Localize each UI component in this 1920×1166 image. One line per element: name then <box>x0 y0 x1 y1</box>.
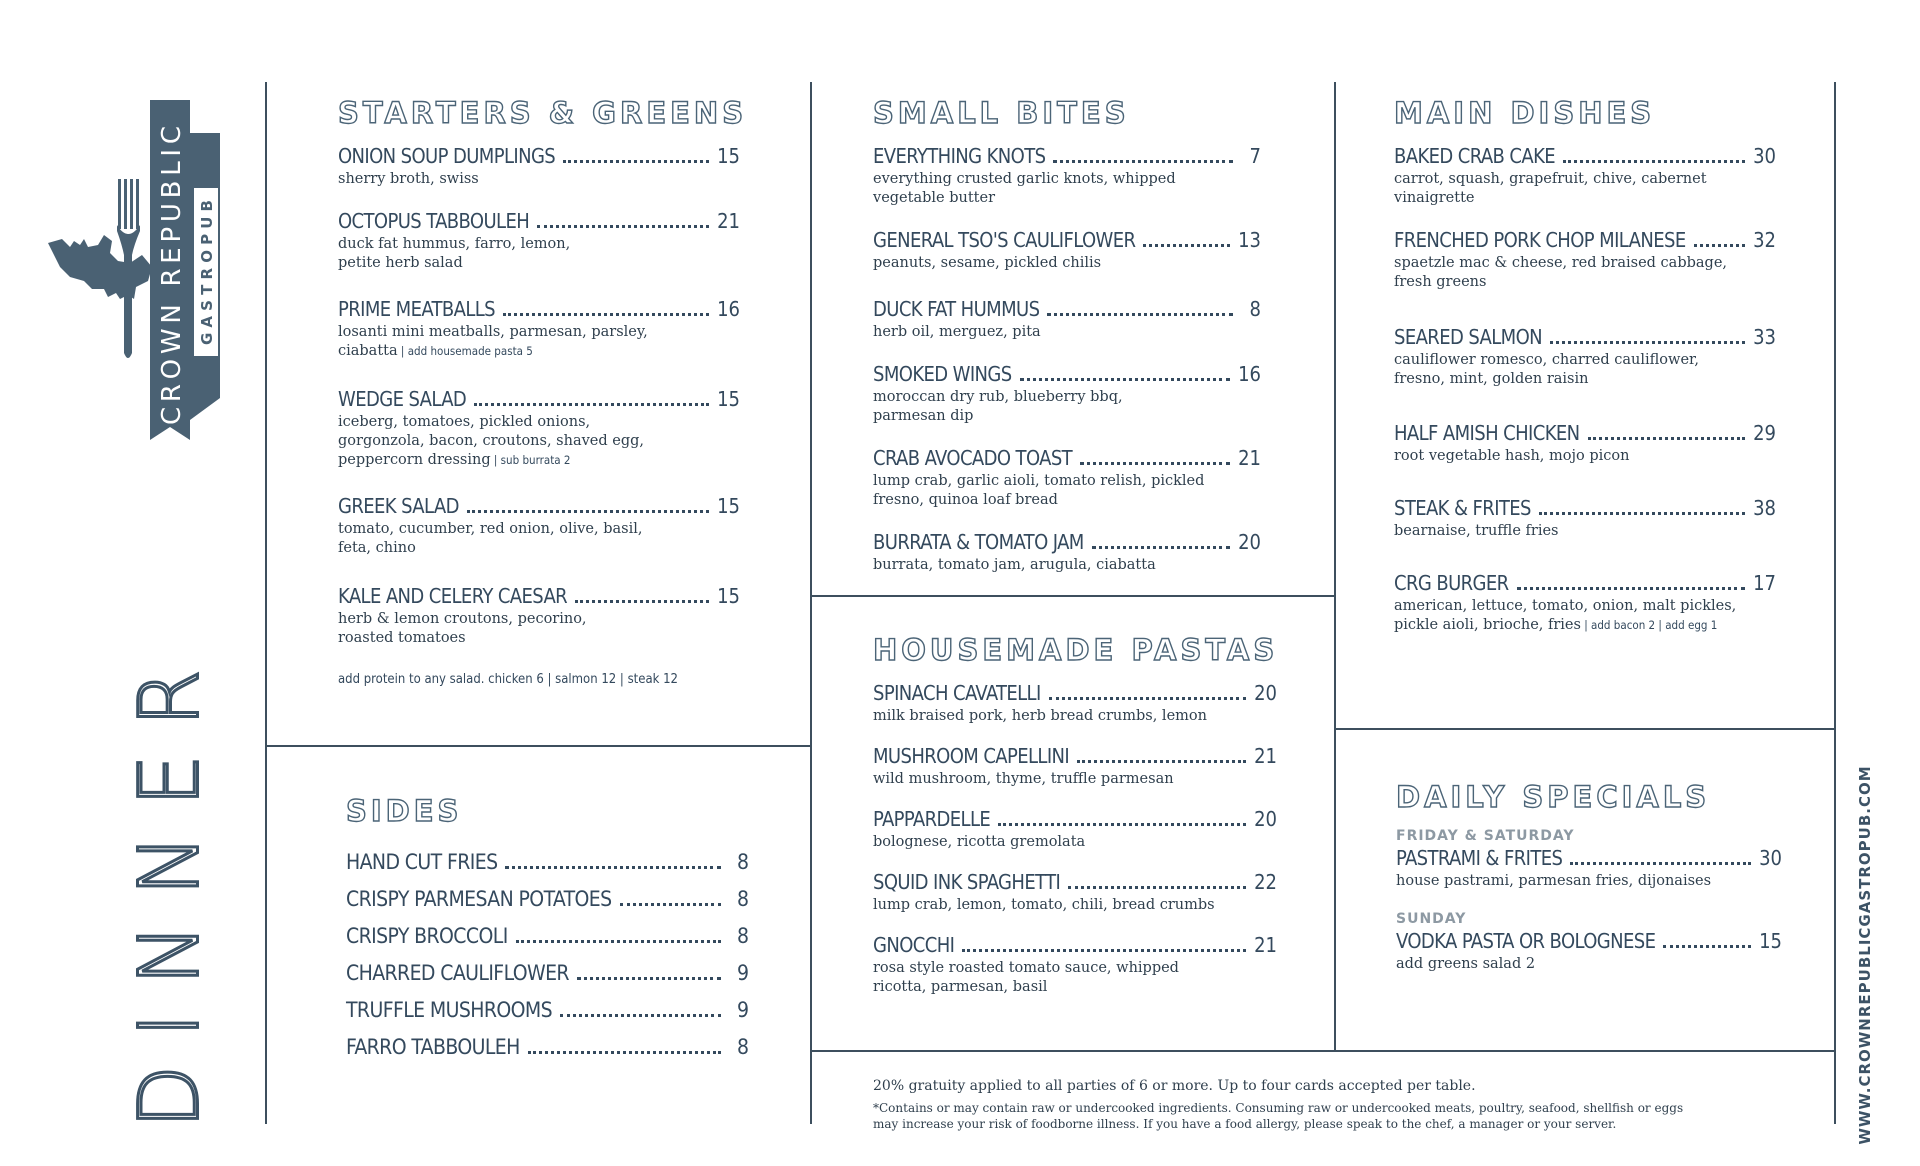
menu-item <box>338 209 740 273</box>
gratuity-note: 20% gratuity applied to all parties of 6 or more. Up to four cards accepted per table. <box>873 1078 1476 1094</box>
dot-leader <box>1694 244 1746 247</box>
item-price: 20 <box>1254 681 1277 705</box>
item-description <box>338 170 740 189</box>
item-price: 7 <box>1249 144 1261 168</box>
sides-title: SIDES <box>346 794 463 828</box>
brand-name: CROWN REPUBLIC <box>157 125 187 425</box>
menu-item <box>346 961 749 985</box>
item-price: 33 <box>1753 325 1776 349</box>
item-description <box>873 170 1261 208</box>
divider-mains-specials <box>1334 728 1836 730</box>
item-description <box>873 323 1261 342</box>
item-name: CHARRED CAULIFLOWER <box>346 961 569 985</box>
item-description-text: house pastrami, parmesan fries, dijonaises <box>1396 873 1712 889</box>
item-price: 38 <box>1753 496 1776 520</box>
item-name: FRENCHED PORK CHOP MILANESE <box>1394 228 1686 252</box>
item-description <box>873 959 1277 997</box>
item-description-text: wild mushroom, thyme, truffle parmesan <box>873 771 1174 787</box>
dot-leader <box>1049 697 1246 700</box>
dot-leader <box>505 866 721 869</box>
item-description-text: bearnaise, truffle fries <box>1394 523 1559 539</box>
website-link[interactable]: WWW.CROWNREPUBLICGASTROPUB.COM <box>1856 765 1874 1145</box>
item-description <box>873 472 1261 510</box>
dot-leader <box>1092 546 1230 549</box>
menu-item <box>1394 421 1776 466</box>
menu-item <box>338 387 740 470</box>
item-description-text: milk braised pork, herb bread crumbs, lemon <box>873 708 1207 724</box>
special-day-label: SUNDAY <box>1396 911 1467 927</box>
item-name: PRIME MEATBALLS <box>338 297 496 321</box>
dot-leader <box>560 1014 721 1017</box>
item-description-text: duck fat hummus, farro, lemon, petite herb salad <box>338 236 571 271</box>
item-name: CRISPY BROCCOLI <box>346 924 508 948</box>
item-price: 15 <box>717 387 740 411</box>
dot-leader <box>467 510 709 513</box>
starters-section <box>338 96 748 687</box>
mains-section <box>1394 96 1776 663</box>
item-description <box>1394 351 1776 389</box>
item-name: MUSHROOM CAPELLINI <box>873 744 1070 768</box>
brand-subtitle: GASTROPUB <box>198 197 216 345</box>
dot-leader <box>1047 313 1233 316</box>
small-bites-title: SMALL BITES <box>873 96 1130 130</box>
item-description <box>1394 597 1776 635</box>
item-description-text: losanti mini meatballs, parmesan, parsley, ciabatta <box>338 324 648 359</box>
small-bites-section <box>873 96 1261 595</box>
item-name: PAPPARDELLE <box>873 807 991 831</box>
item-name: GREEK SALAD <box>338 494 459 518</box>
menu-item <box>873 807 1277 852</box>
item-note: | sub burrata 2 <box>490 453 571 467</box>
item-price: 8 <box>736 850 749 874</box>
item-description-text: herb & lemon croutons, pecorino, roasted tomatoes <box>338 611 587 646</box>
menu-item <box>346 1035 749 1059</box>
item-name: CRAB AVOCADO TOAST <box>873 446 1073 470</box>
item-price: 15 <box>717 584 740 608</box>
item-description-text: burrata, tomato jam, arugula, ciabatta <box>873 557 1156 573</box>
item-description-text: american, lettuce, tomato, onion, malt pickles, pickle aioli, brioche, fries <box>1394 598 1737 633</box>
allergy-note: *Contains or may contain raw or undercooked ingredients. Consuming raw or undercooked meats, poultry, seafood, shellfish or eggs may increase your risk of foodborne illness. If you have a food allergy, please speak to the chef, a manager or your server. <box>873 1101 1684 1131</box>
item-price: 21 <box>1254 744 1277 768</box>
menu-item <box>346 850 749 874</box>
item-description-text: lump crab, garlic aioli, tomato relish, pickled fresno, quinoa loaf bread <box>873 473 1205 508</box>
item-price: 17 <box>1753 571 1776 595</box>
divider-starters-sides <box>265 745 812 747</box>
dot-leader <box>962 949 1246 952</box>
item-description <box>338 413 740 470</box>
dot-leader <box>1068 886 1246 889</box>
item-description-text: tomato, cucumber, red onion, olive, basil, feta, chino <box>338 521 643 556</box>
item-price: 13 <box>1238 228 1261 252</box>
divider-left <box>265 82 267 1124</box>
menu-item <box>1394 228 1776 292</box>
menu-item <box>338 297 740 361</box>
item-description <box>1396 955 1782 974</box>
mains-title: MAIN DISHES <box>1394 96 1656 130</box>
special-day-label: FRIDAY & SATURDAY <box>1396 828 1575 844</box>
item-price: 30 <box>1753 144 1776 168</box>
item-description <box>338 235 740 273</box>
item-name: KALE AND CELERY CAESAR <box>338 584 568 608</box>
item-note: | add bacon 2 | add egg 1 <box>1580 618 1718 632</box>
item-price: 8 <box>736 1035 749 1059</box>
divider-bites-pastas <box>810 595 1336 597</box>
item-price: 15 <box>717 494 740 518</box>
menu-item <box>873 933 1277 997</box>
item-description <box>1396 872 1782 891</box>
menu-item <box>346 924 749 948</box>
item-price: 21 <box>1238 446 1261 470</box>
item-description <box>873 833 1277 852</box>
dot-leader <box>620 903 721 906</box>
item-description <box>338 520 740 558</box>
item-price: 9 <box>736 961 749 985</box>
rooster-icon <box>48 235 152 299</box>
item-description-text: add greens salad 2 <box>1396 956 1536 972</box>
pastas-title: HOUSEMADE PASTAS <box>873 633 1279 667</box>
item-description <box>1394 254 1776 292</box>
item-name: BAKED CRAB CAKE <box>1394 144 1556 168</box>
dot-leader <box>575 600 709 603</box>
legal-notice <box>873 1078 1803 1132</box>
menu-item <box>873 446 1261 510</box>
dot-leader <box>1020 378 1231 381</box>
item-description-text: peanuts, sesame, pickled chilis <box>873 255 1102 271</box>
dot-leader <box>516 940 721 943</box>
item-name: WEDGE SALAD <box>338 387 467 411</box>
item-name: SPINACH CAVATELLI <box>873 681 1041 705</box>
crown-republic-logo <box>40 95 220 445</box>
item-name: FARRO TABBOULEH <box>346 1035 520 1059</box>
dot-leader <box>1663 945 1751 948</box>
specials-title: DAILY SPECIALS <box>1396 780 1711 814</box>
item-name: VODKA PASTA OR BOLOGNESE <box>1396 929 1656 953</box>
divider-right <box>1834 82 1836 1124</box>
item-description <box>338 323 740 361</box>
item-description <box>1394 170 1776 208</box>
item-name: SMOKED WINGS <box>873 362 1012 386</box>
dot-leader <box>1539 512 1745 515</box>
menu-item <box>1396 828 1782 891</box>
menu-item <box>346 887 749 911</box>
item-price: 9 <box>736 998 749 1022</box>
menu-item <box>873 530 1261 575</box>
starters-protein-note: add protein to any salad. chicken 6 | salmon 12 | steak 12 <box>338 672 678 687</box>
item-note: | add housemade pasta 5 <box>397 344 533 358</box>
menu-item <box>338 144 740 189</box>
item-name: CRISPY PARMESAN POTATOES <box>346 887 612 911</box>
item-price: 21 <box>1254 933 1277 957</box>
item-description-text: spaetzle mac & cheese, red braised cabbage, fresh greens <box>1394 255 1728 290</box>
starters-title: STARTERS & GREENS <box>338 96 748 130</box>
item-description <box>873 896 1277 915</box>
dot-leader <box>1077 760 1246 763</box>
menu-item <box>873 681 1277 726</box>
item-description-text: everything crusted garlic knots, whipped vegetable butter <box>873 171 1176 206</box>
dot-leader <box>537 225 709 228</box>
divider-footer <box>810 1050 1836 1052</box>
item-price: 8 <box>736 924 749 948</box>
item-description-text: lump crab, lemon, tomato, chili, bread crumbs <box>873 897 1215 913</box>
menu-item <box>873 228 1261 273</box>
dot-leader <box>1570 862 1751 865</box>
dot-leader <box>503 313 709 316</box>
item-description-text: sherry broth, swiss <box>338 171 479 187</box>
item-description <box>873 770 1277 789</box>
item-description-text: rosa style roasted tomato sauce, whipped ricotta, parmesan, basil <box>873 960 1179 995</box>
item-description-text: herb oil, merguez, pita <box>873 324 1041 340</box>
item-name: EVERYTHING KNOTS <box>873 144 1046 168</box>
item-price: 15 <box>1759 929 1782 953</box>
item-description <box>873 707 1277 726</box>
specials-section <box>1396 780 1782 994</box>
item-name: STEAK & FRITES <box>1394 496 1531 520</box>
dot-leader <box>998 823 1246 826</box>
item-name: SEARED SALMON <box>1394 325 1543 349</box>
item-price: 16 <box>717 297 740 321</box>
item-price: 16 <box>1238 362 1261 386</box>
item-name: OCTOPUS TABBOULEH <box>338 209 530 233</box>
menu-item <box>1394 325 1776 389</box>
menu-item <box>873 297 1261 342</box>
dot-leader <box>474 403 709 406</box>
item-description <box>873 388 1261 426</box>
item-name: DUCK FAT HUMMUS <box>873 297 1040 321</box>
menu-item <box>873 362 1261 426</box>
dot-leader <box>1053 160 1233 163</box>
item-name: GENERAL TSO'S CAULIFLOWER <box>873 228 1136 252</box>
item-description <box>1394 447 1776 466</box>
menu-item <box>873 744 1277 789</box>
item-name: HAND CUT FRIES <box>346 850 498 874</box>
item-price: 20 <box>1254 807 1277 831</box>
item-name: PASTRAMI & FRITES <box>1396 846 1563 870</box>
item-description <box>1394 522 1776 541</box>
dot-leader <box>577 977 721 980</box>
item-description-text: moroccan dry rub, blueberry bbq, parmesan dip <box>873 389 1123 424</box>
item-name: TRUFFLE MUSHROOMS <box>346 998 552 1022</box>
dot-leader <box>1563 160 1745 163</box>
menu-item <box>1394 496 1776 541</box>
menu-item <box>873 144 1261 208</box>
item-price: 30 <box>1759 846 1782 870</box>
menu-item <box>1394 571 1776 635</box>
item-price: 20 <box>1238 530 1261 554</box>
dot-leader <box>1080 462 1230 465</box>
divider-mid-left <box>810 82 812 1124</box>
menu-item <box>1396 911 1782 974</box>
item-description <box>873 254 1261 273</box>
dot-leader <box>1550 341 1745 344</box>
divider-mid-right <box>1334 82 1336 1052</box>
dot-leader <box>1588 437 1746 440</box>
item-description-text: carrot, squash, grapefruit, chive, cabernet vinaigrette <box>1394 171 1707 206</box>
sides-section <box>346 794 749 1072</box>
item-price: 32 <box>1753 228 1776 252</box>
item-description <box>338 610 740 648</box>
item-name: SQUID INK SPAGHETTI <box>873 870 1061 894</box>
item-price: 8 <box>736 887 749 911</box>
pastas-section <box>873 633 1277 1015</box>
menu-item <box>873 870 1277 915</box>
menu-title: DINNER <box>122 641 218 1129</box>
menu-item <box>338 494 740 558</box>
item-description-text: cauliflower romesco, charred cauliflower, fresno, mint, golden raisin <box>1394 352 1699 387</box>
item-description-text: bolognese, ricotta gremolata <box>873 834 1086 850</box>
menu-item <box>346 998 749 1022</box>
item-description-text: root vegetable hash, mojo picon <box>1394 448 1630 464</box>
dot-leader <box>563 160 709 163</box>
item-name: CRG BURGER <box>1394 571 1509 595</box>
item-description <box>873 556 1261 575</box>
dot-leader <box>1143 244 1230 247</box>
item-name: ONION SOUP DUMPLINGS <box>338 144 556 168</box>
item-name: GNOCCHI <box>873 933 955 957</box>
dot-leader <box>1517 587 1746 590</box>
dot-leader <box>528 1051 721 1054</box>
item-price: 22 <box>1254 870 1277 894</box>
item-price: 29 <box>1753 421 1776 445</box>
menu-item <box>1394 144 1776 208</box>
item-price: 15 <box>717 144 740 168</box>
item-description-text: iceberg, tomatoes, pickled onions, gorgonzola, bacon, croutons, shaved egg, peppercorn dressing <box>338 414 645 468</box>
item-price: 8 <box>1249 297 1261 321</box>
item-name: BURRATA & TOMATO JAM <box>873 530 1084 554</box>
menu-item <box>338 584 740 648</box>
item-name: HALF AMISH CHICKEN <box>1394 421 1580 445</box>
item-price: 21 <box>717 209 740 233</box>
